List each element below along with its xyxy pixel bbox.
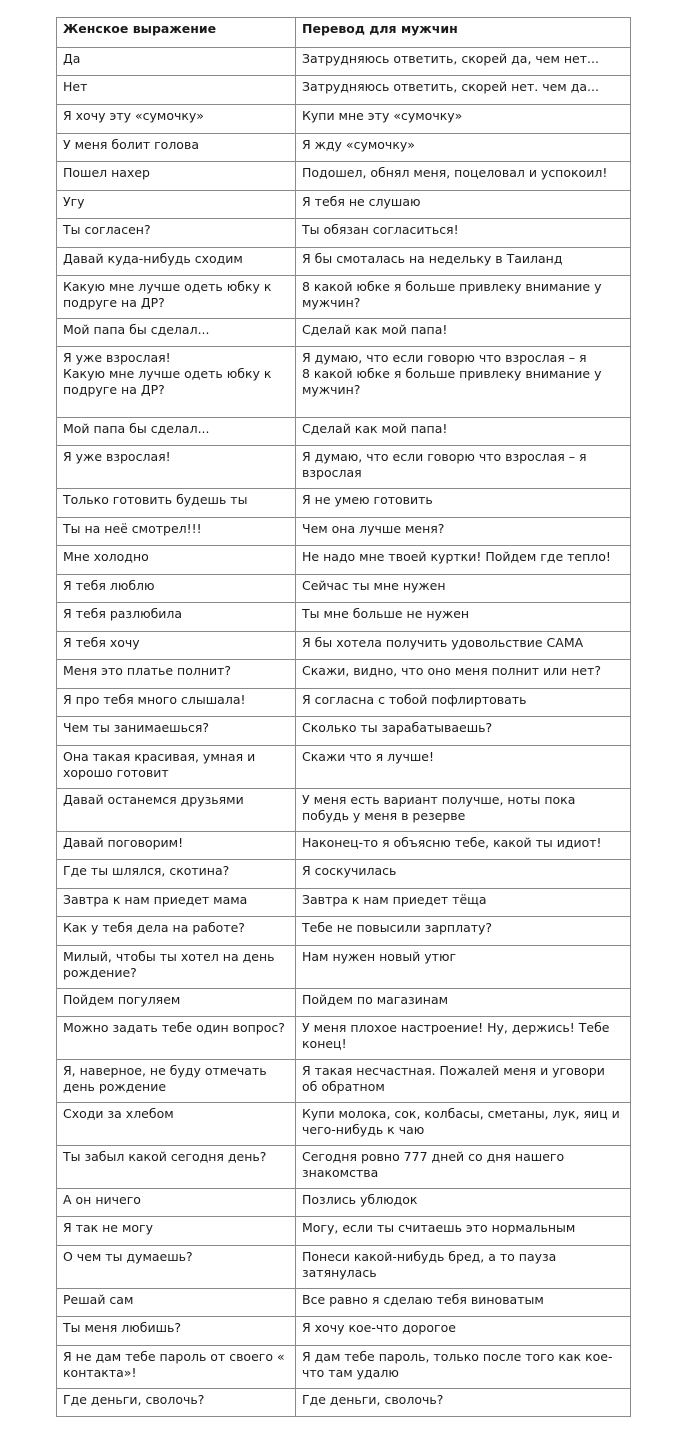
male-translation-cell: Я такая несчастная. Пожалей меня и уговори об обратном [296,1060,631,1103]
male-translation-cell: Скажи что я лучше! [296,746,631,789]
female-phrase-cell: Ты на неё смотрел!!! [57,518,296,546]
female-phrase-cell: Как у тебя дела на работе? [57,917,296,946]
female-phrase-cell: Я, наверное, не буду отмечать день рождение [57,1060,296,1103]
table-row [57,319,631,347]
table-header-row [57,18,631,48]
female-phrase-cell: Сходи за хлебом [57,1103,296,1146]
table-row [57,1317,631,1346]
male-translation-cell: Я хочу кое-что дорогое [296,1317,631,1346]
female-phrase-cell: Меня это платье полнит? [57,660,296,689]
table-row [57,832,631,860]
male-translation-cell: Я соскучилась [296,860,631,889]
table-row [57,632,631,660]
table-row [57,860,631,889]
male-translation-cell: Ты обязан согласиться! [296,219,631,248]
male-translation-cell: Скажи, видно, что оно меня полнит или нет? [296,660,631,689]
table-row [57,1189,631,1217]
table-row [57,191,631,219]
male-translation-cell: У меня плохое настроение! Ну, держись! Тебе конец! [296,1017,631,1060]
table-row [57,717,631,746]
female-phrase-cell: О чем ты думаешь? [57,1246,296,1289]
female-phrase-cell: Я уже взрослая! Какую мне лучше одеть юбку к подруге на ДР? [57,347,296,418]
table-row [57,1246,631,1289]
female-phrase-cell: Я про тебя много слышала! [57,689,296,717]
table-row [57,1017,631,1060]
table-row [57,889,631,917]
phrase-table-container [56,17,630,1417]
female-phrase-cell: Мне холодно [57,546,296,575]
female-phrase-cell: Я не дам тебе пароль от своего « контакта»! [57,1346,296,1389]
female-phrase-cell: Давай останемся друзьями [57,789,296,832]
male-translation-cell: Я согласна с тобой пофлиртовать [296,689,631,717]
male-translation-cell: Не надо мне твоей куртки! Пойдем где тепло! [296,546,631,575]
male-translation-cell: Я жду «сумочку» [296,134,631,162]
table-row [57,418,631,446]
table-row [57,1103,631,1146]
male-translation-cell: Могу, если ты считаешь это нормальным [296,1217,631,1246]
table-row [57,105,631,134]
female-phrase-cell: Ты забыл какой сегодня день? [57,1146,296,1189]
table-row [57,276,631,319]
table-row [57,248,631,276]
male-translation-cell: Ты мне больше не нужен [296,603,631,632]
female-phrase-cell: Можно задать тебе один вопрос? [57,1017,296,1060]
table-row [57,689,631,717]
female-phrase-cell: Пошел нахер [57,162,296,191]
female-phrase-cell: Нет [57,76,296,105]
male-translation-cell: Все равно я сделаю тебя виноватым [296,1289,631,1317]
male-translation-cell: Пойдем по магазинам [296,989,631,1017]
male-translation-cell: У меня есть вариант получше, ноты пока побудь у меня в резерве [296,789,631,832]
male-translation-cell: Позлись ублюдок [296,1189,631,1217]
female-phrase-cell: Милый, чтобы ты хотел на день рождение? [57,946,296,989]
female-phrase-cell: Да [57,48,296,76]
female-phrase-cell: Угу [57,191,296,219]
male-translation-cell: Купи молока, сок, колбасы, сметаны, лук, яиц и чего-нибудь к чаю [296,1103,631,1146]
table-row [57,1146,631,1189]
table-row [57,917,631,946]
female-phrase-cell: Давай куда-нибудь сходим [57,248,296,276]
phrase-table [56,17,631,1417]
male-translation-cell: Затрудняюсь ответить, скорей нет. чем да... [296,76,631,105]
female-phrase-cell: Я тебя разлюбила [57,603,296,632]
male-translation-cell: Сколько ты зарабатываешь? [296,717,631,746]
table-row [57,162,631,191]
table-row [57,789,631,832]
female-phrase-cell: Чем ты занимаешься? [57,717,296,746]
table-row [57,446,631,489]
table-row [57,575,631,603]
male-translation-cell: Тебе не повысили зарплату? [296,917,631,946]
male-translation-cell: Понеси какой-нибудь бред, а то пауза затянулась [296,1246,631,1289]
female-phrase-cell: Решай сам [57,1289,296,1317]
male-translation-cell: Я думаю, что если говорю что взрослая – я взрослая [296,446,631,489]
table-row [57,746,631,789]
table-row [57,1060,631,1103]
male-translation-cell: Завтра к нам приедет тёща [296,889,631,917]
female-phrase-cell: Какую мне лучше одеть юбку к подруге на ДР? [57,276,296,319]
male-translation-cell: Я бы хотела получить удовольствие САМА [296,632,631,660]
male-translation-cell: 8 какой юбке я больше привлеку внимание у мужчин? [296,276,631,319]
table-row [57,347,631,418]
male-translation-cell: Затрудняюсь ответить, скорей да, чем нет... [296,48,631,76]
table-body [57,48,631,1417]
table-row [57,76,631,105]
female-phrase-cell: Где ты шлялся, скотина? [57,860,296,889]
table-row [57,660,631,689]
table-row [57,1217,631,1246]
female-phrase-cell: Я уже взрослая! [57,446,296,489]
female-phrase-cell: Давай поговорим! [57,832,296,860]
female-phrase-cell: Она такая красивая, умная и хорошо готовит [57,746,296,789]
table-row [57,946,631,989]
female-phrase-cell: Ты согласен? [57,219,296,248]
female-phrase-cell: Я тебя люблю [57,575,296,603]
female-phrase-cell: Мой папа бы сделал... [57,418,296,446]
table-row [57,219,631,248]
male-translation-cell: Сегодня ровно 777 дней со дня нашего знакомства [296,1146,631,1189]
table-row [57,989,631,1017]
column-header-male-translation: Перевод для мужчин [296,18,631,48]
male-translation-cell: Я не умею готовить [296,489,631,518]
male-translation-cell: Нам нужен новый утюг [296,946,631,989]
male-translation-cell: Наконец-то я объясню тебе, какой ты идиот! [296,832,631,860]
table-row [57,1289,631,1317]
table-row [57,1346,631,1389]
table-row [57,603,631,632]
female-phrase-cell: Только готовить будешь ты [57,489,296,518]
table-row [57,518,631,546]
male-translation-cell: Я дам тебе пароль, только после того как кое-что там удалю [296,1346,631,1389]
table-row [57,134,631,162]
male-translation-cell: Сделай как мой папа! [296,418,631,446]
female-phrase-cell: У меня болит голова [57,134,296,162]
male-translation-cell: Сделай как мой папа! [296,319,631,347]
female-phrase-cell: Я хочу эту «сумочку» [57,105,296,134]
column-header-female-phrase: Женское выражение [57,18,296,48]
table-row [57,48,631,76]
table-row [57,489,631,518]
male-translation-cell: Купи мне эту «сумочку» [296,105,631,134]
male-translation-cell: Подошел, обнял меня, поцеловал и успокоил! [296,162,631,191]
male-translation-cell: Я думаю, что если говорю что взрослая – я 8 какой юбке я больше привлеку внимание у мужчин? [296,347,631,418]
female-phrase-cell: Я тебя хочу [57,632,296,660]
male-translation-cell: Я тебя не слушаю [296,191,631,219]
female-phrase-cell: Завтра к нам приедет мама [57,889,296,917]
female-phrase-cell: Мой папа бы сделал... [57,319,296,347]
female-phrase-cell: Пойдем погуляем [57,989,296,1017]
female-phrase-cell: А он ничего [57,1189,296,1217]
male-translation-cell: Сейчас ты мне нужен [296,575,631,603]
female-phrase-cell: Где деньги, сволочь? [57,1389,296,1417]
male-translation-cell: Я бы смоталась на недельку в Таиланд [296,248,631,276]
female-phrase-cell: Я так не могу [57,1217,296,1246]
table-row [57,546,631,575]
male-translation-cell: Чем она лучше меня? [296,518,631,546]
table-row [57,1389,631,1417]
female-phrase-cell: Ты меня любишь? [57,1317,296,1346]
male-translation-cell: Где деньги, сволочь? [296,1389,631,1417]
